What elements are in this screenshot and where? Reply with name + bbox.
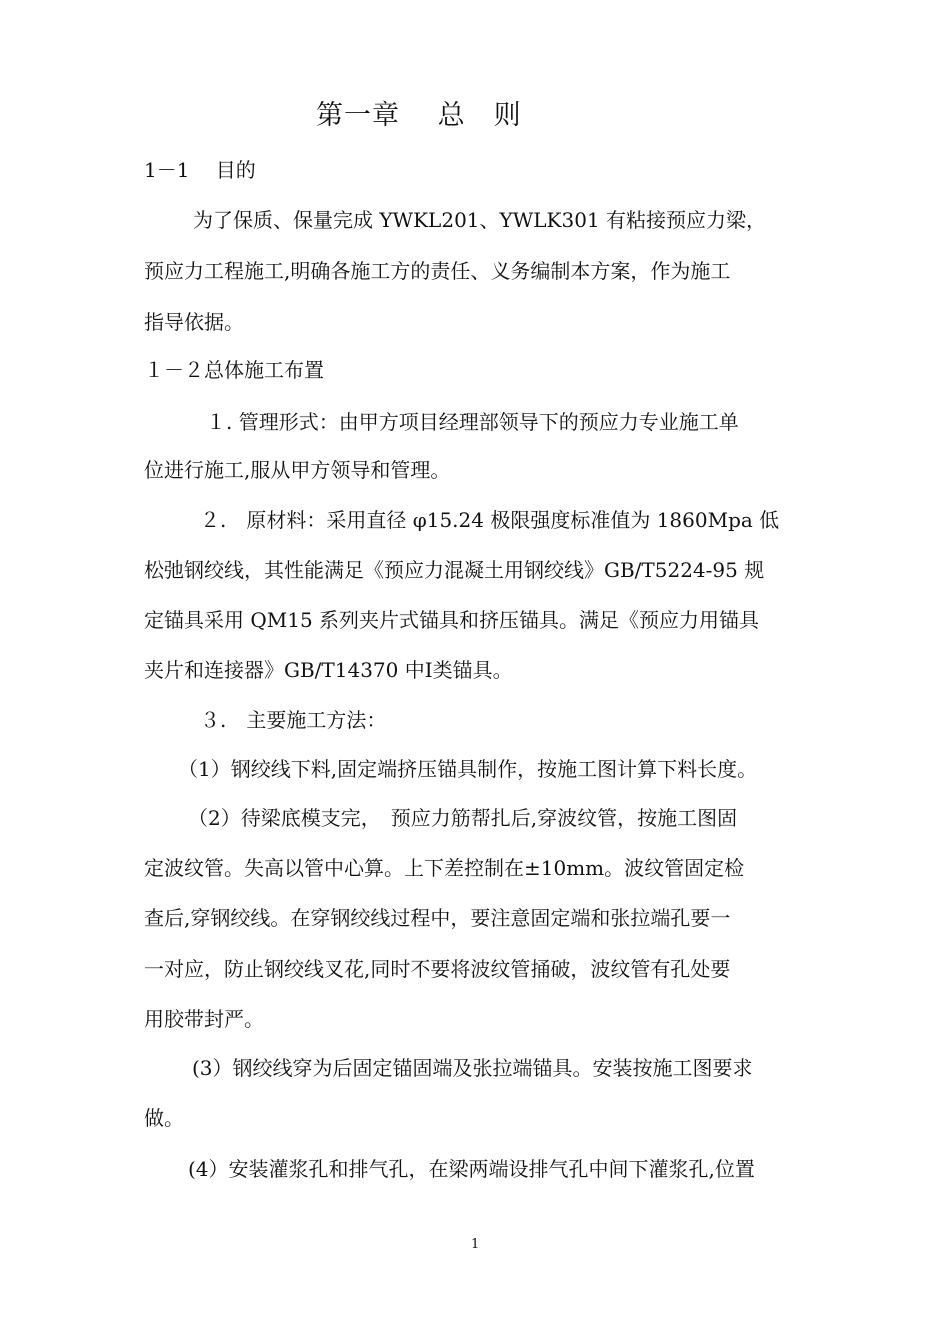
paragraph-line: 查后,穿钢绞线。在穿钢绞线过程中，要注意固定端和张拉端孔要一	[144, 906, 731, 930]
paragraph-line: 做。	[144, 1106, 184, 1130]
paragraph-line: 位进行施工,服从甲方领导和管理。	[144, 458, 451, 482]
paragraph-line: 定锚具采用 QM15 系列夹片式锚具和挤压锚具。满足《预应力用锚具	[144, 608, 760, 632]
paragraph-line: 夹片和连接器》GB/T14370 中Ⅰ类锚具。	[144, 658, 513, 682]
paragraph-line: (3）钢绞线穿为后固定锚固端及张拉端锚具。安装按施工图要求	[192, 1056, 753, 1080]
paragraph-line: ３. 主要施工方法：	[200, 708, 387, 732]
section-heading-1-2: １－２总体施工布置	[144, 358, 324, 382]
paragraph-line: １. 管理形式：由甲方项目经理部领导下的预应力专业施工单	[206, 410, 739, 434]
paragraph-line: 定波纹管。失高以管中心算。上下差控制在±10mm。波纹管固定检	[144, 856, 745, 880]
paragraph-line: (4）安装灌浆孔和排气孔，在梁两端设排气孔中间下灌浆孔,位置	[188, 1157, 755, 1181]
paragraph-line: 预应力工程施工,明确各施工方的责任、义务编制本方案，作为施工	[144, 259, 731, 283]
section-heading-1-1: 1－1 目的	[144, 158, 256, 182]
page-number: 1	[471, 1237, 480, 1252]
paragraph-line: ２. 原材料：采用直径 φ15.24 极限强度标准值为 1860Mpa 低	[200, 508, 780, 532]
paragraph-line: （2）待梁底模支完， 预应力筋帮扎后,穿波纹管，按施工图固	[188, 806, 738, 830]
paragraph-line: 指导依据。	[144, 310, 244, 334]
paragraph-line: 一对应，防止钢绞线叉花,同时不要将波纹管捅破，波纹管有孔处要	[144, 957, 731, 981]
paragraph-line: 松弛钢绞线，其性能满足《预应力混凝土用钢绞线》GB/T5224-95 规	[144, 558, 765, 582]
chapter-title: 第一章 总 则	[316, 100, 522, 131]
paragraph-line: 用胶带封严。	[144, 1007, 264, 1031]
paragraph-line: （1）钢绞线下料,固定端挤压锚具制作，按施工图计算下料长度。	[178, 757, 758, 781]
paragraph-line: 为了保质、保量完成 YWKL201、YWLK301 有粘接预应力梁，	[193, 208, 767, 232]
